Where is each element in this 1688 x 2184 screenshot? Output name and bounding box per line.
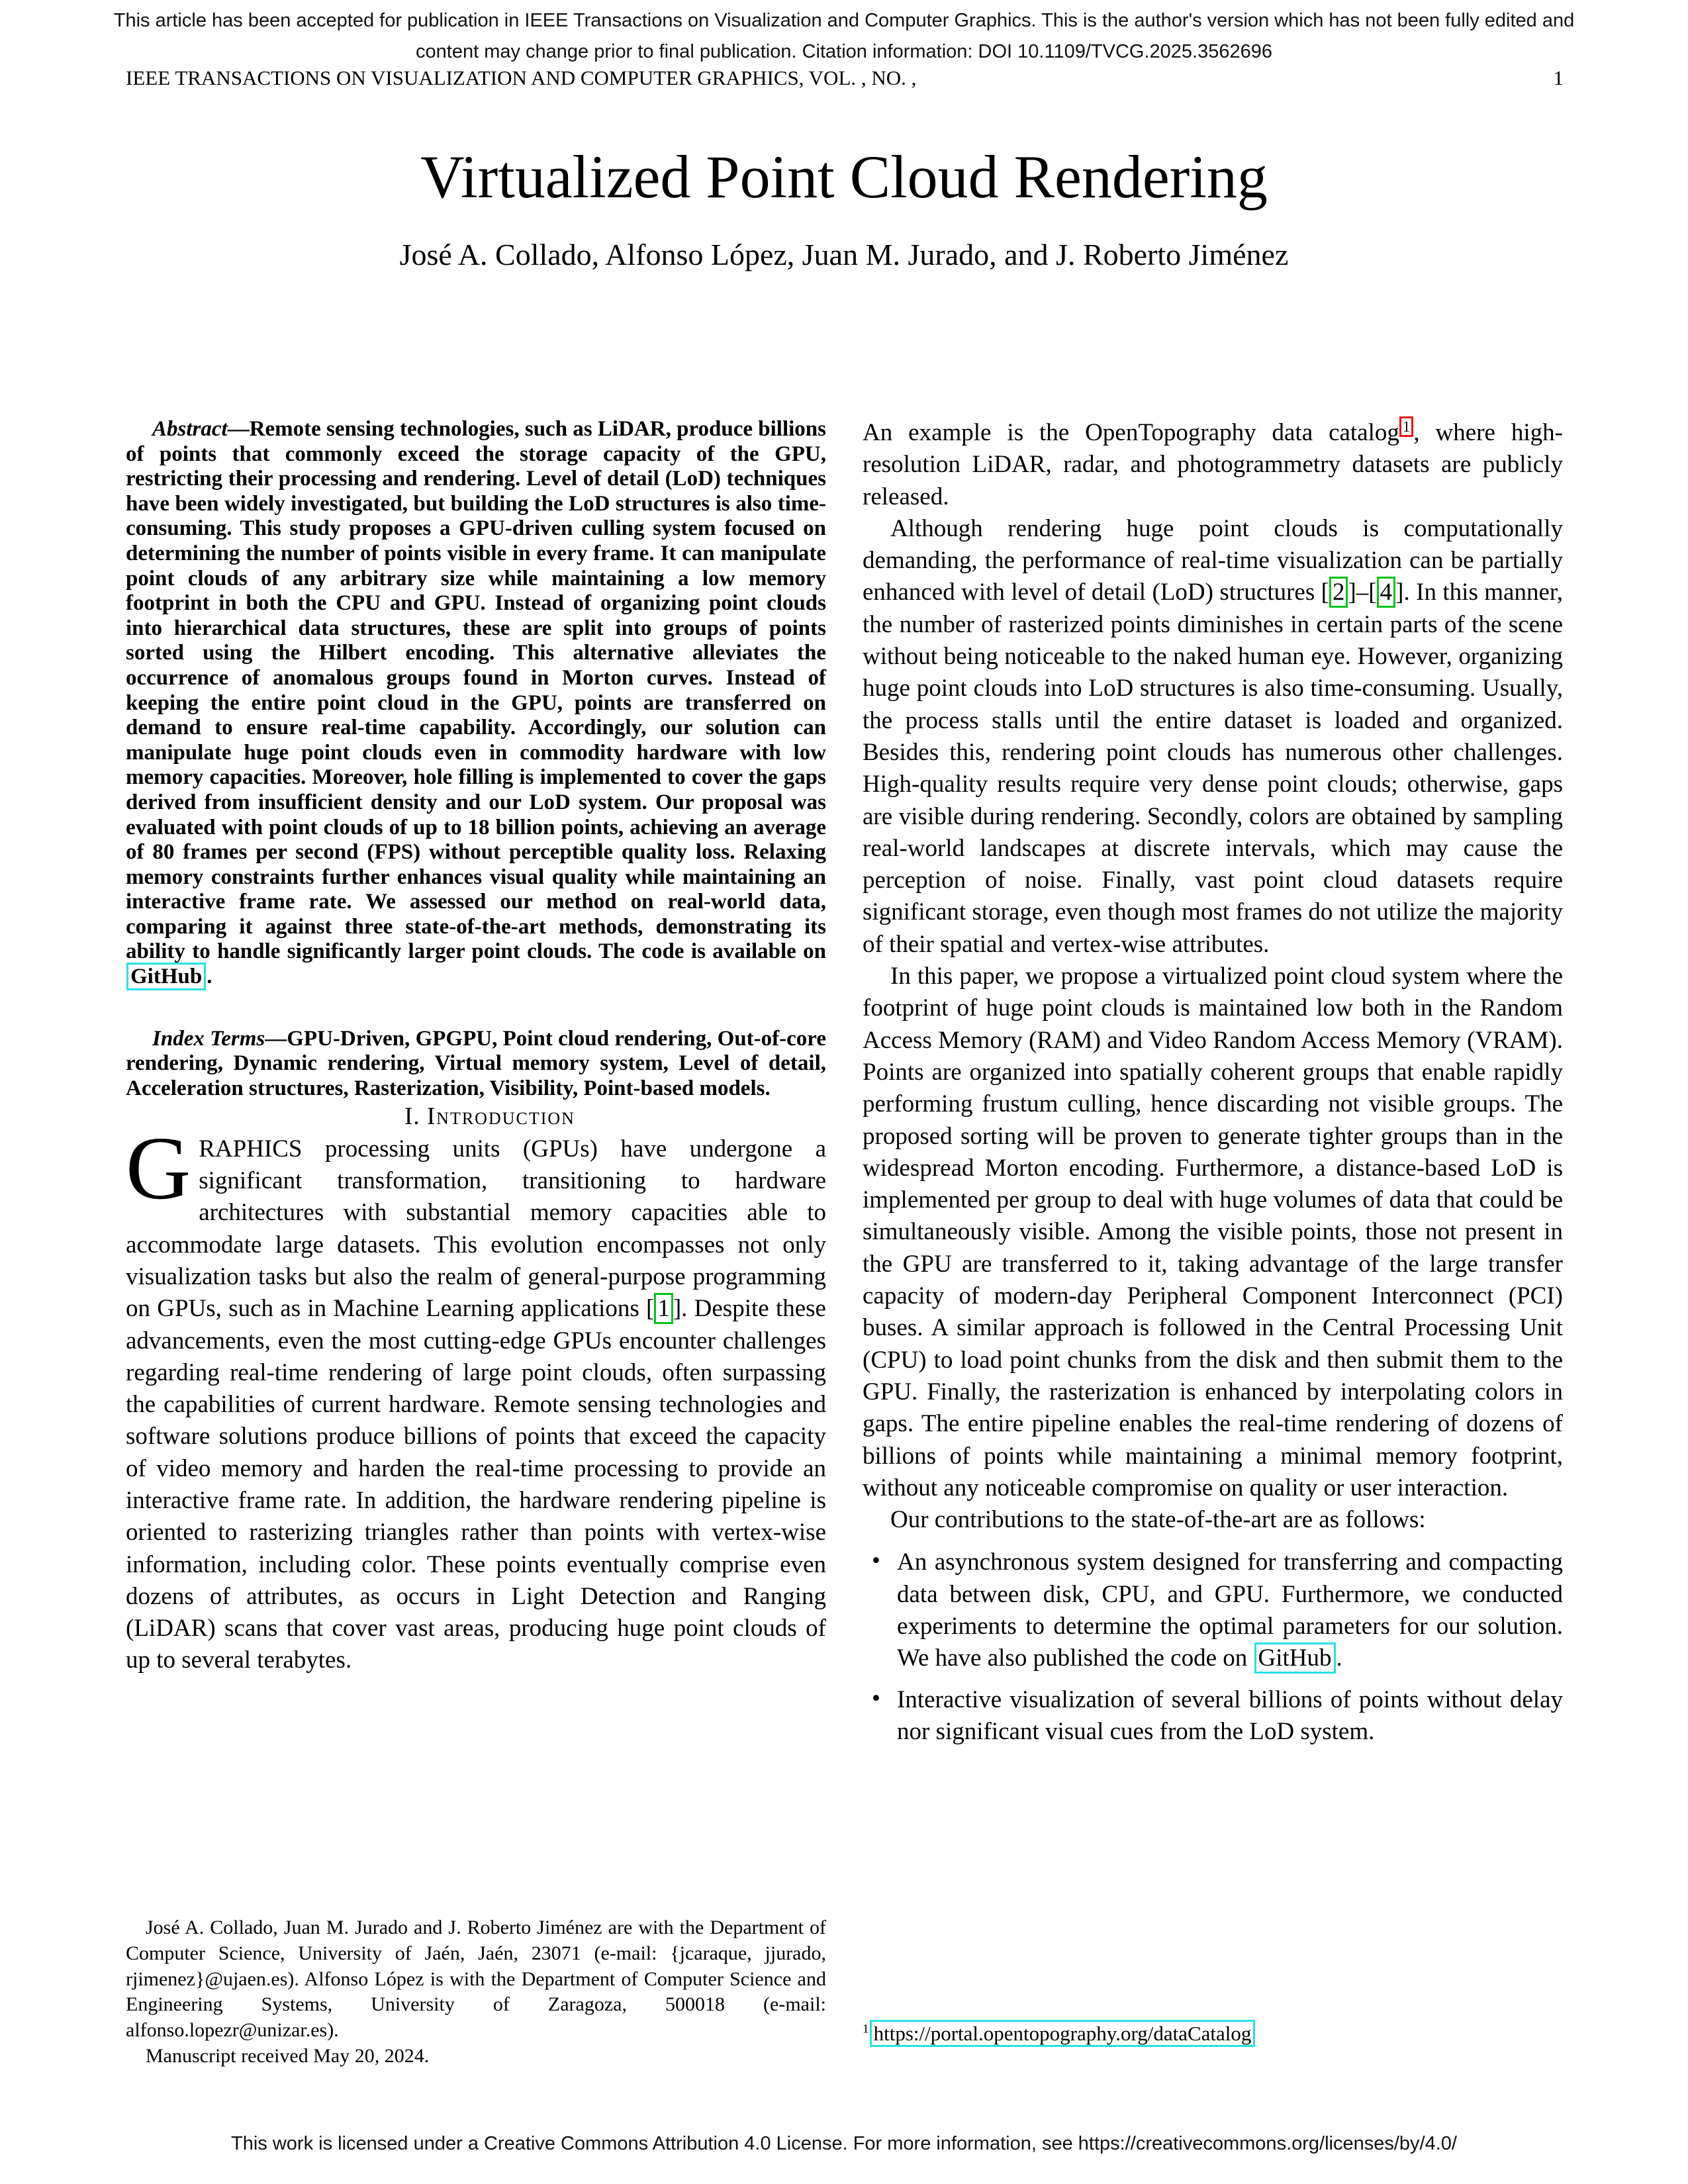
license-footer: This work is licensed under a Creative Commons Attribution 4.0 License. For more information, see https://creativecommons.org/licenses/by/4.0/: [231, 2133, 1457, 2154]
acceptance-notice-line2: content may change prior to final publication. Citation information: DOI 10.1109/TVCG.2025.3562696: [416, 41, 1272, 62]
abstract-body: —Remote sensing technologies, such as LiDAR, produce billions of points that commonly exceed the storage capacity of the GPU, restricting their processing and rendering. Level of detail (LoD) techniques have been widely investigated, but building the LoD structures is also time-consuming. This study proposes a GPU-driven culling system focused on determining the number of points visible in every frame. It can manipulate point clouds of any arbitrary size while maintaining a low memory footprint in both the CPU and GPU. Instead of organizing point clouds into hierarchical data structures, these are split into groups of points sorted using the Hilbert encoding. This alternative alleviates the occurrence of anomalous groups found in Morton curves. Instead of keeping the entire point cloud in the GPU, points are transferred on demand to ensure real-time capability. Accordingly, our solution can manipulate huge point clouds even in commodity hardware with low memory capacities. Moreover, hole filling is implemented to cover the gaps derived from insufficient density and our LoD system. Our proposal was evaluated with point clouds of up to 18 billion points, achieving an average of 80 frames per second (FPS) without perceptible quality loss. Relaxing memory constraints further enhances visual quality while maintaining an interactive frame rate. We assessed our method on real-world data, comparing it against three state-of-the-art methods, demonstrating its ability to handle significantly larger point clouds. The code is available on: [126, 417, 826, 964]
index-terms-body: —GPU-Driven, GPGPU, Point cloud rendering, Out-of-core rendering, Dynamic rendering, Virtual memory system, Level of detail, Acceleration structures, Rasterization, Visibility, Point-based models.: [126, 1026, 826, 1100]
list-item-interactive-visualization: [863, 1684, 1563, 1748]
page-number: 1: [1553, 66, 1564, 89]
bullet-icon: •: [872, 1547, 880, 1575]
abstract-label: Abstract: [152, 417, 228, 441]
paragraph-proposal: In this paper, we propose a virtualized point cloud system where the footprint of huge point clouds is maintained low both in the Random Access Memory (RAM) and Video Random Access Memory (VRAM). Points are organized into spatially coherent groups that enable rapidly performing frustum culling, hence discarding not visible groups. The proposed sorting will be proven to generate tighter groups than in the widespread Morton encoding. Furthermore, a distance-based LoD is implemented per group to deal with huge volumes of data that could be simultaneously visible. Among the visible points, those not present in the GPU are transferred to it, taking advantage of the large transfer capacity of modern-day Peripheral Component Interconnect (PCI) buses. A similar approach is followed in the Central Processing Unit (CPU) to load point chunks from the disk and then submit them to the GPU. Finally, the rasterization is enhanced by interpolating colors in gaps. The entire pipeline enables the real-time rendering of dozens of billions of points while maintaining a minimal memory footprint, without any noticeable compromise on quality or user interaction.: [863, 963, 1563, 1501]
abstract-tail: .: [207, 965, 212, 989]
intro-body1: processing units (GPUs) have undergone a significant transformation, transitioning to hardware architectures with substantial memory capacities able to accommodate large datasets. This evolution encompasses not only visualization tasks but also the realm of general-purpose programming on GPUs, such as in Machine Learning applications [: [126, 1135, 826, 1323]
footnote-url-line: [863, 2020, 1563, 2047]
contributions-list: [863, 1546, 1563, 1748]
paragraph-lod-challenges: [863, 513, 1563, 961]
p1-body1: An example is the OpenTopography data catalog: [863, 419, 1399, 446]
p2-body1: Although rendering huge point clouds is computationally demanding, the performance of real-time visualization can be partially enhanced with level of detail (LoD) structures [: [863, 514, 1563, 606]
index-terms-paragraph: [126, 1027, 826, 1102]
citation-2-link[interactable]: 2: [1329, 577, 1348, 608]
dropcap-letter: G: [126, 1118, 191, 1218]
list-item-async-system: [863, 1546, 1563, 1674]
github-link-contribution[interactable]: GitHub: [1254, 1642, 1336, 1674]
section-heading-introduction: [126, 1101, 826, 1133]
intro-caps: RAPHICS: [199, 1135, 303, 1163]
bullet1-tail: .: [1336, 1644, 1342, 1672]
opentopography-url-link[interactable]: https://portal.opentopography.org/dataCatalog: [870, 2020, 1256, 2047]
intro-paragraph: [126, 1118, 826, 1677]
abstract-paragraph: [126, 417, 826, 990]
affiliation-text: José A. Collado, Juan M. Jurado and J. Roberto Jiménez are with the Department of Computer Science, University of Jaén, Jaén, 23071 (e-mail: {jcaraque, jjurado, rjimenez}@ujaen.es). Alfonso López is with the Department of Computer Science and Engineering Systems, University of Zaragoza, 500018 (e-mail: alfonso.lopezr@unizar.es).: [126, 1917, 826, 2042]
footnote-number: 1: [863, 2022, 869, 2036]
paragraph-contributions-intro: Our contributions to the state-of-the-art are as follows:: [890, 1506, 1426, 1534]
left-column: [126, 417, 826, 1677]
running-header: [126, 66, 1564, 90]
citation-1-link[interactable]: 1: [654, 1293, 673, 1324]
acceptance-notice-line1: This article has been accepted for publication in IEEE Transactions on Visualization and Computer Graphics. This is the author's version which has not been fully edited and: [113, 10, 1575, 31]
github-link[interactable]: GitHub: [126, 963, 206, 990]
bullet2-body: Interactive visualization of several billions of points without delay nor significant visual cues from the LoD system.: [897, 1685, 1563, 1745]
index-terms-label: Index Terms: [152, 1026, 265, 1051]
acceptance-notice: [0, 5, 1688, 68]
section-number: I.: [404, 1103, 420, 1131]
right-column: [863, 417, 1563, 1748]
page-title: Virtualized Point Cloud Rendering: [420, 143, 1268, 211]
p2-body2: ]. In this manner, the number of rasterized points diminishes in certain parts of the scene without being noticeable to the naked human eye. However, organizing huge point clouds into LoD structures is also time-consuming. Usually, the process stalls until the entire dataset is loaded and organized. Besides this, rendering point clouds has numerous other challenges. High-quality results require very dense point clouds; otherwise, gaps are visible during rendering. Secondly, colors are obtained by sampling real-world landscapes at discrete intervals, which may cause the perception of noise. Finally, vast point cloud datasets require significant storage, even though most frames do not utilize the majority of their spatial and vertex-wise attributes.: [863, 579, 1563, 958]
author-affiliation-note: [126, 1915, 826, 2069]
section-title: Introduction: [426, 1103, 575, 1131]
p1-body2: , where high-resolution LiDAR, radar, and photogrammetry datasets are publicly released.: [863, 419, 1563, 510]
bullet1-body: An asynchronous system designed for transferring and compacting data between disk, CPU, and GPU. Furthermore, we conducted experiments to determine the optimal parameters for our solution. We have also published the code on: [897, 1548, 1563, 1672]
journal-name: IEEE TRANSACTIONS ON VISUALIZATION AND COMPUTER GRAPHICS, VOL. , NO. ,: [126, 66, 917, 89]
intro-body2: ]. Despite these advancements, even the most cutting-edge GPUs encounter challenges regarding real-time rendering of large point clouds, often surpassing the capabilities of current hardware. Remote sensing technologies and software solutions produce billions of points that exceed the capacity of video memory and harden the real-time processing to provide an interactive frame rate. In addition, the hardware rendering pipeline is oriented to rasterizing triangles rather than points with vertex-wise information, including color. These points eventually comprise even dozens of attributes, as occurs in Light Detection and Ranging (LiDAR) scans that cover vast areas, producing huge point clouds of up to several terabytes.: [126, 1295, 826, 1674]
manuscript-received: Manuscript received May 20, 2024.: [146, 2044, 430, 2067]
citation-4-link[interactable]: 4: [1377, 577, 1396, 608]
authors-line: José A. Collado, Alfonso López, Juan M. Jurado, and J. Roberto Jiménez: [399, 238, 1289, 271]
bullet-icon: •: [872, 1684, 880, 1712]
p2-mid: ]–[: [1348, 579, 1377, 606]
footnote-marker-link[interactable]: 1: [1399, 416, 1413, 437]
paragraph-opentopography: [863, 417, 1563, 513]
